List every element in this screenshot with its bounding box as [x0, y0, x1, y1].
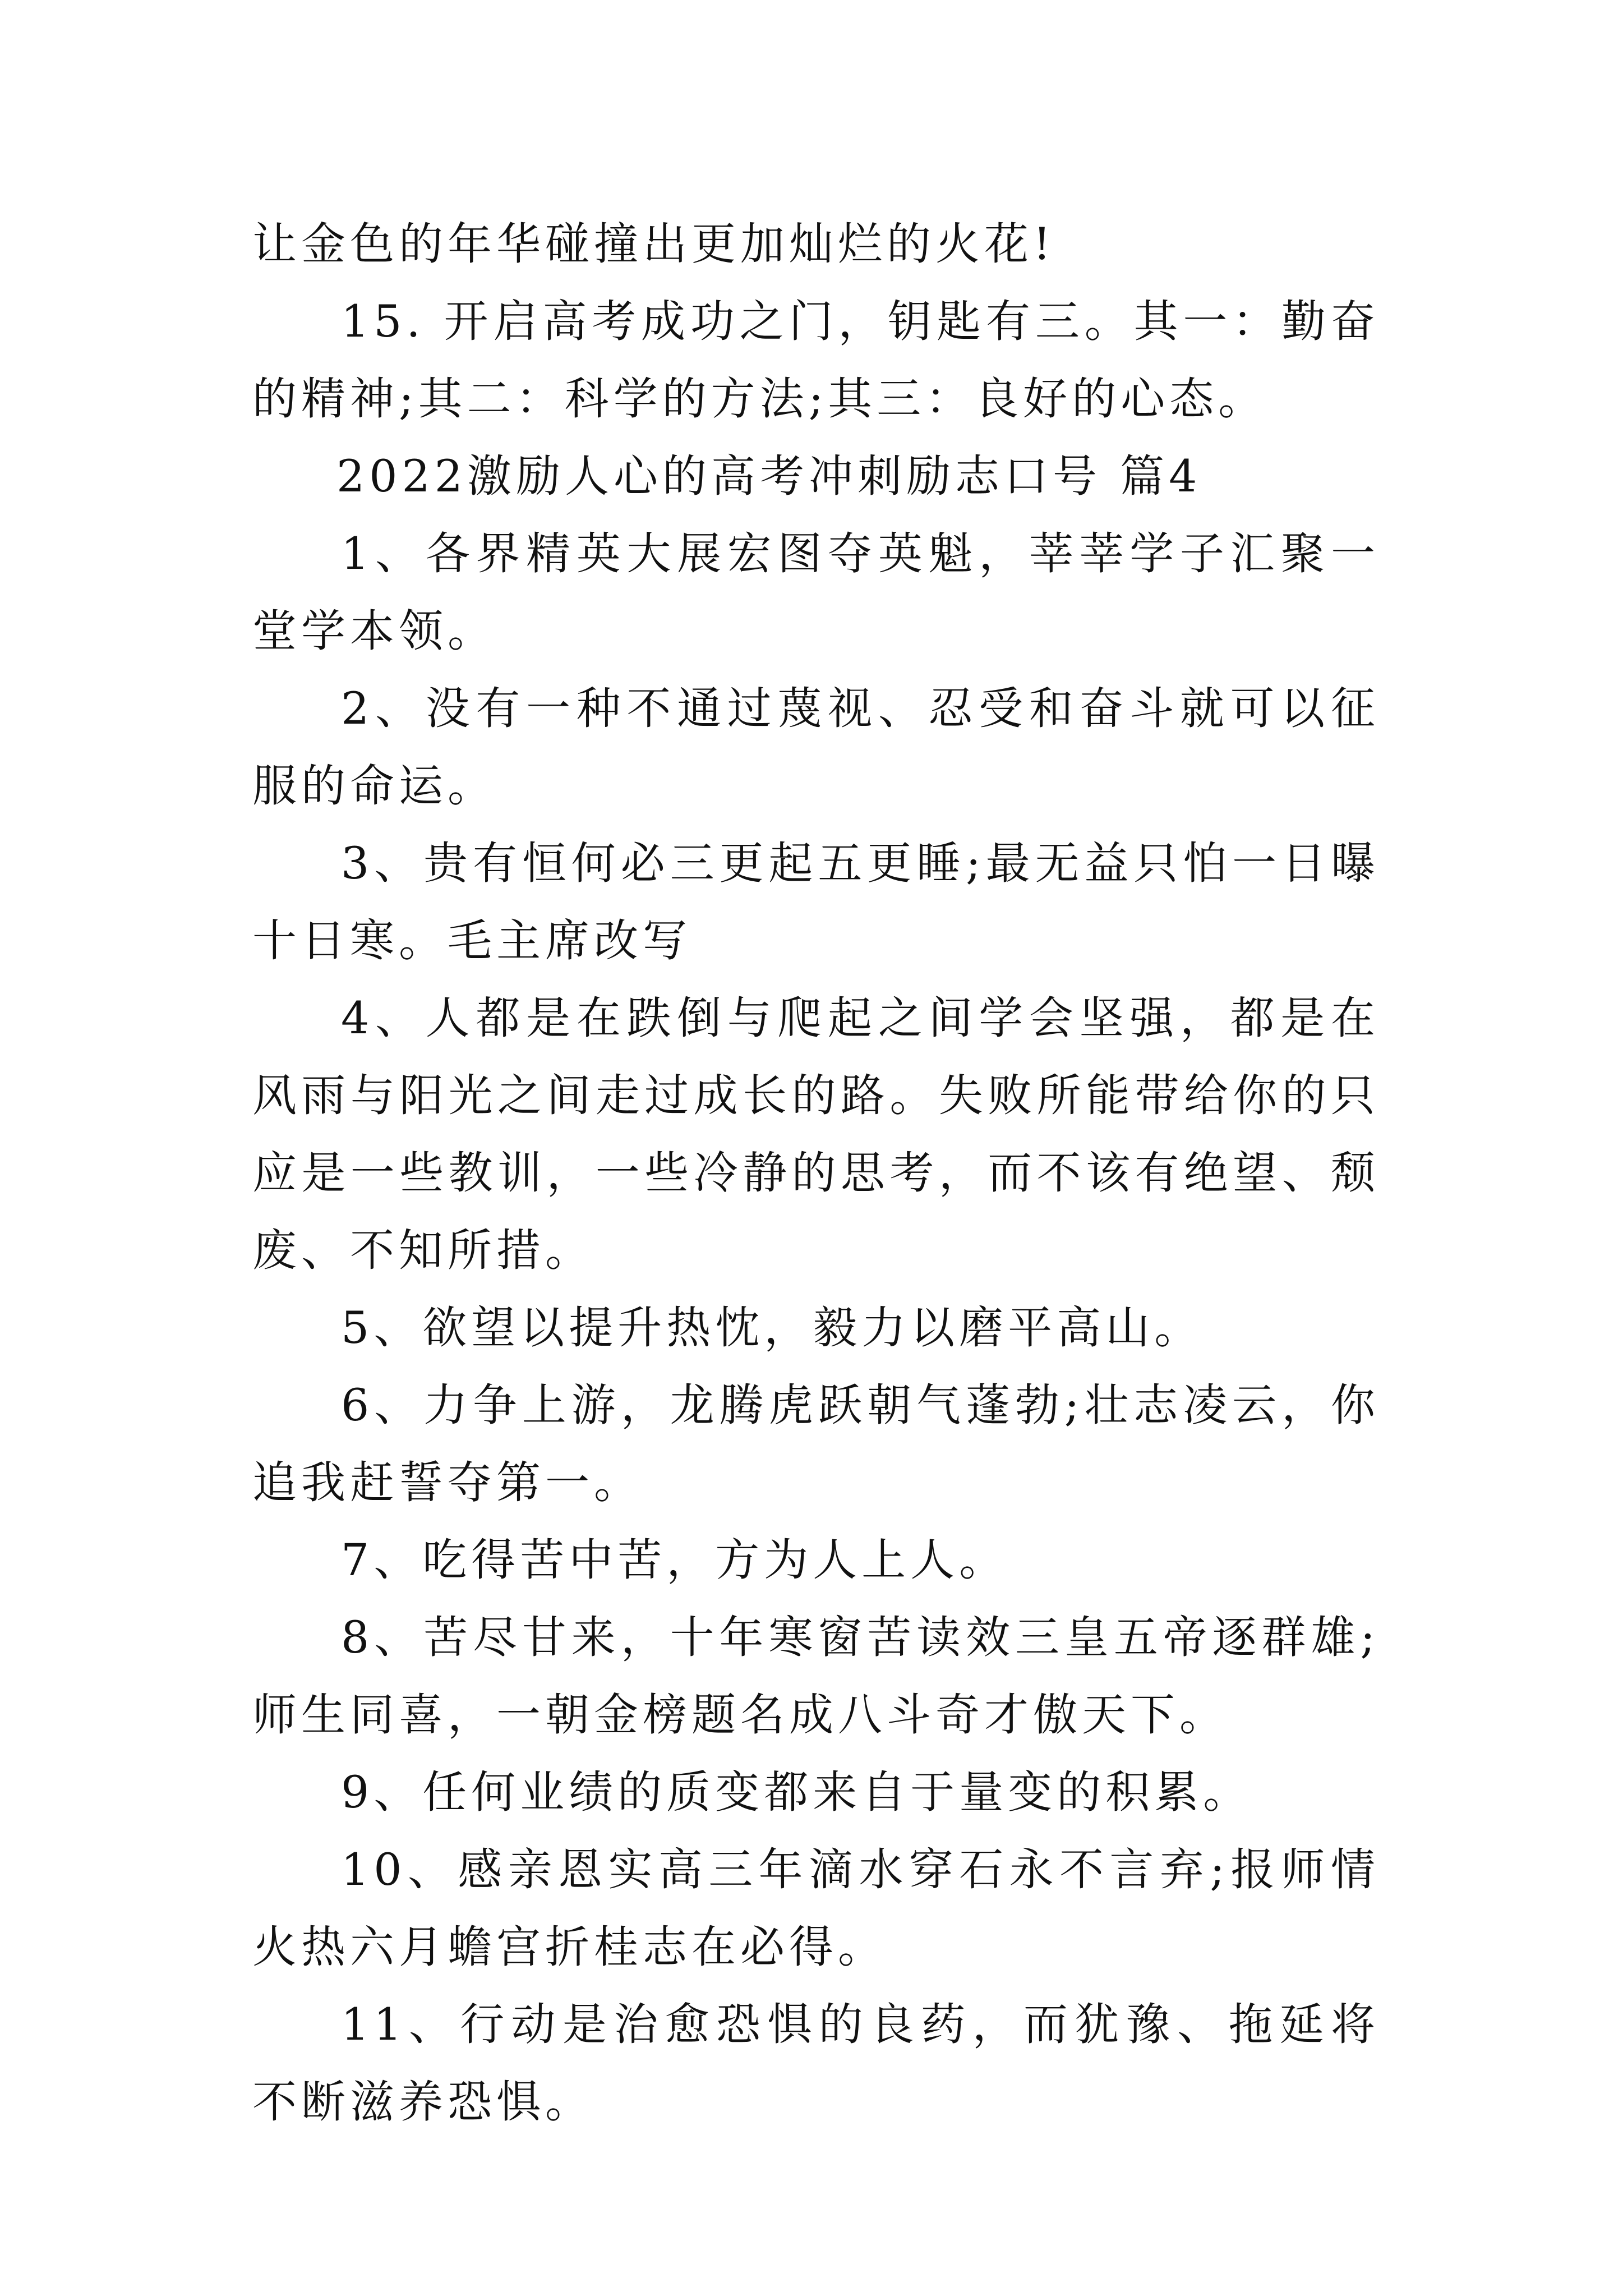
slogan-1: 1、各界精英大展宏图夺英魁，莘莘学子汇聚一堂学本领。: [252, 528, 1380, 657]
slogan-10: 10、感亲恩实高三年滴水穿石永不言弃;报师情火热六月蟾宫折桂志在必得。: [252, 1844, 1380, 1973]
slogan-8: 8、苦尽甘来，十年寒窗苦读效三皇五帝逐群雄;师生同喜，一朝金榜题名成八斗奇才傲天下。: [252, 1612, 1380, 1741]
slogan-15: 15. 开启高考成功之门，钥匙有三。其一：勤奋的精神;其二：科学的方法;其三：良好的心态。: [252, 296, 1380, 425]
slogan-7: 7、吃得苦中苦，方为人上人。: [341, 1534, 1008, 1586]
slogan-4: 4、人都是在跌倒与爬起之间学会坚强，都是在风雨与阳光之间走过成长的路。失败所能带给你的只应是一些教训，一些冷静的思考，而不该有绝望、颓废、不知所措。: [252, 992, 1380, 1276]
slogan-9: 9、任何业绩的质变都来自于量变的积累。: [341, 1766, 1252, 1818]
slogan-6: 6、力争上游，龙腾虎跃朝气蓬勃;壮志凌云，你追我赶誓夺第一。: [252, 1379, 1380, 1508]
paragraph-continuation: 让金色的年华碰撞出更加灿烂的火花!: [252, 218, 1055, 270]
section-heading: 2022激励人心的高考冲刺励志口号 篇4: [336, 450, 1202, 502]
document-body: [252, 205, 1380, 2141]
slogan-2: 2、没有一种不通过蔑视、忍受和奋斗就可以征服的命运。: [252, 683, 1380, 812]
slogan-3: 3、贵有恒何必三更起五更睡;最无益只怕一日曝十日寒。毛主席改写: [252, 838, 1380, 967]
slogan-11: 11、行动是治愈恐惧的良药，而犹豫、拖延将不断滋养恐惧。: [252, 1999, 1380, 2128]
slogan-5: 5、欲望以提升热忱，毅力以磨平高山。: [341, 1302, 1204, 1354]
